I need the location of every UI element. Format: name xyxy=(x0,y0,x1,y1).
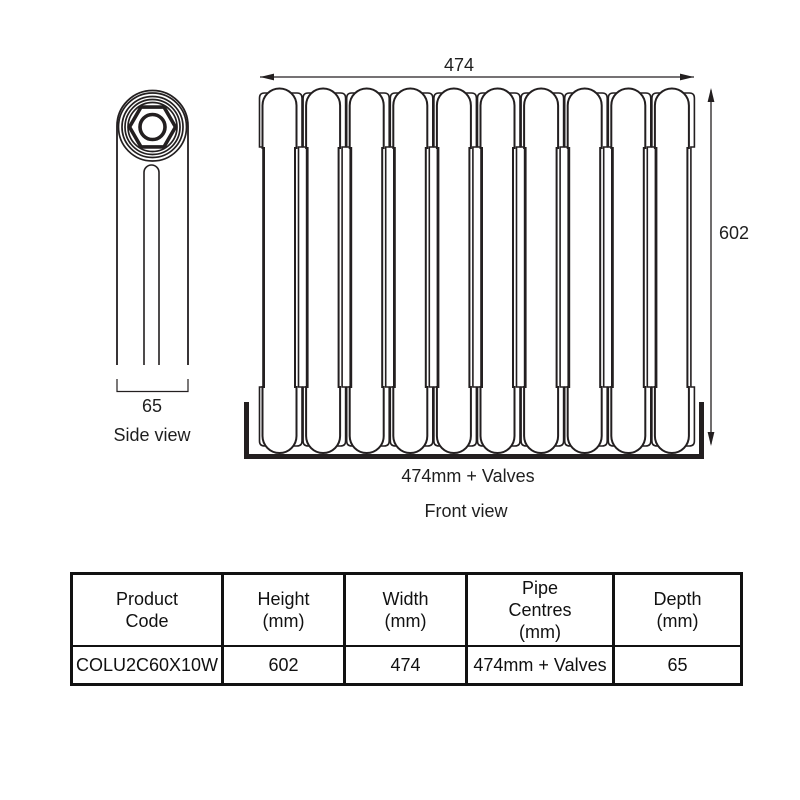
bung-hole xyxy=(140,115,165,140)
value-width: 474 xyxy=(345,646,467,685)
header-product-code xyxy=(72,574,223,647)
front-column xyxy=(263,89,297,454)
pipe-centres-label: 474mm + Valves xyxy=(401,466,535,486)
width-dim-label: 474 xyxy=(443,55,475,75)
header-line: (mm) xyxy=(384,611,427,631)
header-height xyxy=(223,574,345,647)
value-height: 602 xyxy=(223,646,345,685)
front-column xyxy=(655,89,689,454)
side-view-drawing xyxy=(117,91,188,392)
front-column xyxy=(611,89,645,454)
height-dimension xyxy=(708,88,715,446)
side-view-label: Side view xyxy=(113,425,191,445)
front-column xyxy=(306,89,340,454)
header-line: Depth xyxy=(653,589,702,609)
header-line: Height xyxy=(257,589,310,609)
header-depth xyxy=(614,574,742,647)
front-view-drawing xyxy=(247,74,715,457)
front-column xyxy=(393,89,427,454)
height-dim-label: 602 xyxy=(719,223,750,243)
header-line: Centres xyxy=(508,600,572,620)
header-line: (mm) xyxy=(519,622,561,642)
header-line: Pipe xyxy=(521,578,559,598)
header-line: Code xyxy=(125,611,169,631)
front-column xyxy=(568,89,602,454)
header-line: (mm) xyxy=(656,611,699,631)
width-dimension xyxy=(260,74,694,81)
header-line: Product xyxy=(115,589,179,609)
header-pipe-centres xyxy=(467,574,614,647)
value-product-code: COLU2C60X10W xyxy=(72,646,223,685)
front-column xyxy=(350,89,384,454)
depth-dim-bracket xyxy=(117,379,188,392)
depth-dim-label: 65 xyxy=(141,396,163,416)
header-line: (mm) xyxy=(262,611,305,631)
front-column xyxy=(437,89,471,454)
header-width xyxy=(345,574,467,647)
front-column xyxy=(481,89,515,454)
spec-table-value-row xyxy=(72,646,742,685)
spec-table-header-row xyxy=(72,574,742,647)
side-slot xyxy=(144,165,159,365)
header-line: Width xyxy=(382,589,429,609)
front-view-label: Front view xyxy=(424,501,508,521)
value-depth: 65 xyxy=(614,646,742,685)
front-column xyxy=(524,89,558,454)
spec-table xyxy=(70,572,743,686)
value-pipe-centres: 474mm + Valves xyxy=(467,646,614,685)
